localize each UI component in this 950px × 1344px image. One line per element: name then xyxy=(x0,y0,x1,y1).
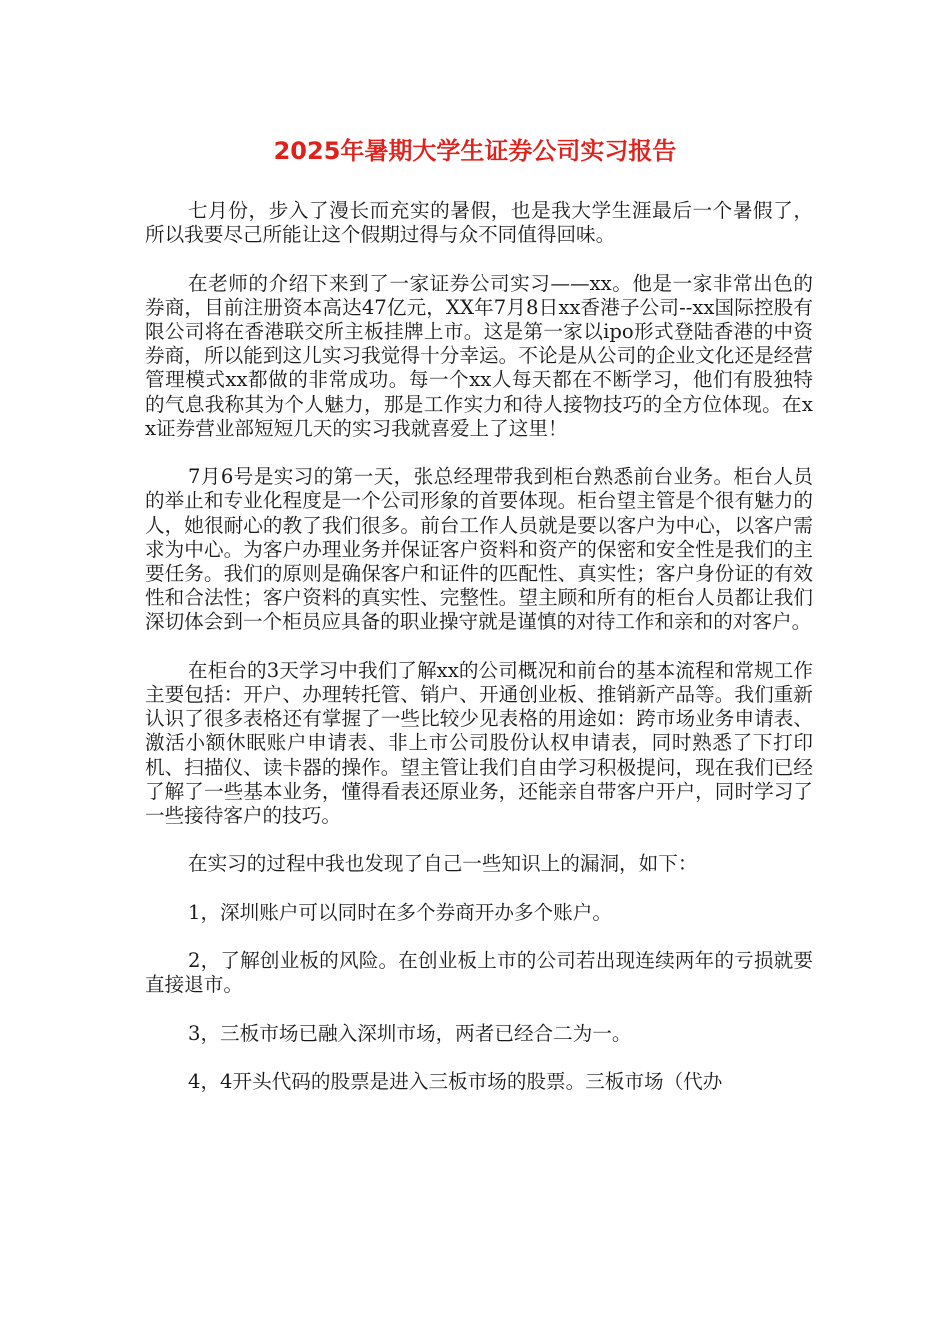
paragraph: 在柜台的3天学习中我们了解xx的公司概况和前台的基本流程和常规工作主要包括：开户、办理转托管、销户、开通创业板、推销新产品等。我们重新认识了很多表格还有掌握了一些比较少见表格的用途如：跨市场业务申请表、激活小额休眠账户申请表、非上市公司股份认权申请表，同时熟悉了下打印机、扫描仪、读卡器的操作。望主管让我们自由学习积极提问，现在我们已经了解了一些基本业务，懂得看表还原业务，还能亲自带客户开户，同时学习了一些接待客户的技巧。 xyxy=(145,658,813,828)
paragraph: 七月份，步入了漫长而充实的暑假，也是我大学生涯最后一个暑假了，所以我要尽己所能让这个假期过得与众不同值得回味。 xyxy=(145,199,813,247)
list-item: 1，深圳账户可以同时在多个券商开办多个账户。 xyxy=(188,900,612,924)
list-item: 2，了解创业板的风险。在创业板上市的公司若出现连续两年的亏损就要直接退市。 xyxy=(145,949,813,997)
paragraph: 在老师的介绍下来到了一家证券公司实习——xx。他是一家非常出色的券商，目前注册资本高达47亿元，XX年7月8日xx香港子公司--xx国际控股有限公司将在香港联交所主板挂牌上市。这是第一家以ipo形式登陆香港的中资券商，所以能到这儿实习我觉得十分幸运。不论是从公司的企业文化还是经营管理模式xx都做的非常成功。每一个xx人每天都在不断学习，他们有股独特的气息我称其为个人魅力，那是工作实力和待人接物技巧的全方位体现。在xx证券营业部短短几天的实习我就喜爱上了这里！ xyxy=(145,271,813,440)
list-item: 4，4开头代码的股票是进入三板市场的股票。三板市场（代办 xyxy=(188,1070,723,1094)
paragraph: 在实习的过程中我也发现了自己一些知识上的漏洞，如下： xyxy=(188,852,698,876)
document-body xyxy=(145,199,813,1119)
list-item: 3，三板市场已融入深圳市场，两者已经合二为一。 xyxy=(188,1021,632,1045)
paragraph: 7月6号是实习的第一天，张总经理带我到柜台熟悉前台业务。柜台人员的举止和专业化程度是一个公司形象的首要体现。柜台望主管是个很有魅力的人，她很耐心的教了我们很多。前台工作人员就是要以客户为中心，以客户需求为中心。为客户办理业务并保证客户资料和资产的保密和安全性是我们的主要任务。我们的原则是确保客户和证件的匹配性、真实性；客户身份证的有效性和合法性；客户资料的真实性、完整性。望主顾和所有的柜台人员都让我们深切体会到一个柜员应具备的职业操守就是谨慎的对待工作和亲和的对客户。 xyxy=(145,465,813,634)
document-title: 2025年暑期大学生证券公司实习报告 xyxy=(273,137,677,165)
